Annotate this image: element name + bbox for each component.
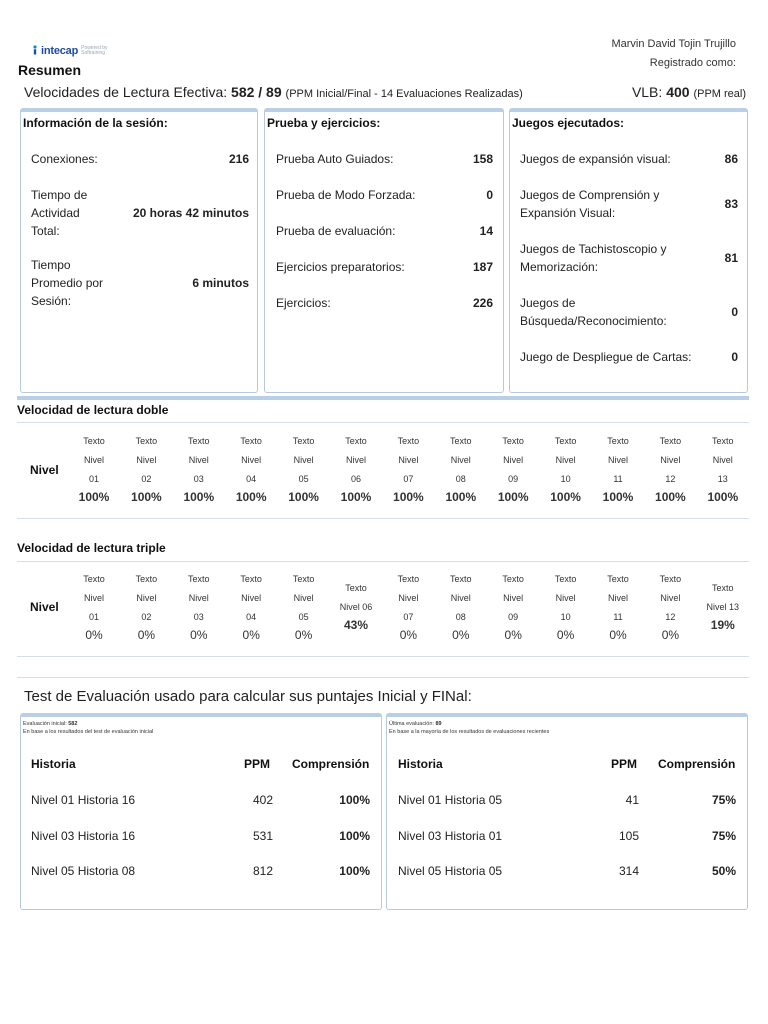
level-nivel-word: Nivel — [293, 455, 314, 465]
level-text-word: Texto — [240, 574, 262, 584]
games-row: Juegos de Tachistoscopio y Memorización: 81 — [520, 242, 738, 274]
tests-row: Prueba Auto Guiados: 158 — [276, 152, 493, 166]
level-text-word: Texto — [607, 436, 629, 446]
vlb-value: 400 — [666, 84, 690, 100]
level-text-word: Texto — [188, 436, 210, 446]
level-column — [72, 570, 116, 643]
initial-evaluation-card — [20, 713, 382, 910]
level-text-word: Texto — [397, 574, 420, 584]
level-number: 01 — [88, 474, 99, 484]
initial-comp-1: 100% — [339, 793, 370, 807]
games-title: Juegos ejecutados: — [512, 116, 625, 130]
level-nivel-word: Nivel — [136, 455, 157, 465]
double-speed-row-label: Nivel — [30, 463, 59, 477]
level-number: 04 — [246, 474, 257, 484]
level-text-word: Texto — [292, 436, 315, 446]
level-percent: 100% — [602, 490, 634, 504]
final-comp-3: 50% — [711, 864, 736, 878]
level-nivel-word: Nivel — [188, 455, 209, 465]
initial-ppm-3: 812 — [252, 864, 273, 878]
initial-ppm-2: 531 — [252, 829, 273, 843]
level-number: 10 — [560, 474, 571, 484]
final-evaluation-note: Última evaluación: 89 En base a la mayoría de los resultados de evaluaciones recientes — [389, 721, 550, 735]
level-percent: 100% — [655, 490, 686, 504]
level-text-word: Texto — [345, 583, 367, 593]
level-column — [177, 570, 221, 643]
level-column — [439, 570, 483, 643]
level-nivel-word: Nivel — [450, 593, 471, 603]
level-column — [386, 570, 430, 643]
level-percent: 0% — [242, 628, 260, 642]
double-speed-bottom-rule — [17, 518, 749, 519]
level-number: 06 — [350, 474, 361, 484]
level-number: 04 — [246, 612, 257, 622]
level-text-word: Texto — [712, 583, 734, 593]
level-nivel-word: Nivel — [241, 455, 262, 465]
tests-exercises-title: Prueba y ejercicios: — [267, 116, 381, 130]
level-percent: 100% — [235, 490, 267, 504]
level-number: Nivel 06 — [339, 602, 373, 612]
level-number: 12 — [665, 612, 676, 622]
tests-row: Ejercicios: 226 — [276, 296, 493, 310]
triple-speed-title: Velocidad de lectura triple — [17, 541, 166, 555]
effective-speeds — [24, 84, 746, 106]
level-nivel-word: Nivel — [188, 593, 209, 603]
level-percent: 0% — [190, 628, 208, 642]
final-story-2: Nivel 03 Historia 01 — [398, 829, 503, 843]
level-column — [334, 579, 378, 633]
level-column — [282, 570, 326, 643]
level-text-word: Texto — [240, 436, 262, 446]
initial-story-3: Nivel 05 Historia 08 — [31, 864, 136, 878]
level-nivel-word: Nivel — [607, 455, 628, 465]
level-column — [386, 432, 430, 505]
level-number: 11 — [613, 474, 623, 484]
level-nivel-word: Nivel — [83, 593, 104, 603]
section-divider — [17, 396, 749, 400]
level-column — [177, 432, 221, 505]
level-column — [701, 432, 745, 505]
level-number: 07 — [403, 474, 414, 484]
column-header-ppm: PPM — [611, 757, 638, 771]
level-percent: 100% — [707, 490, 739, 504]
level-percent: 100% — [550, 490, 581, 504]
level-number: 01 — [88, 612, 99, 622]
level-percent: 0% — [294, 628, 313, 642]
level-column — [544, 432, 588, 505]
level-percent: 100% — [288, 490, 319, 504]
level-percent: 0% — [661, 628, 680, 642]
level-number: 09 — [508, 474, 519, 484]
games-row: Juego de Despliegue de Cartas: 0 — [520, 350, 738, 364]
level-number: Nivel 13 — [706, 602, 740, 612]
evaluation-heading: Test de Evaluación usado para calcular sus puntajes Inicial y FINal: — [24, 688, 472, 705]
level-text-word: Texto — [345, 436, 367, 446]
level-percent: 0% — [609, 628, 627, 642]
final-comp-1: 75% — [711, 793, 736, 807]
level-nivel-word: Nivel — [293, 593, 314, 603]
level-nivel-word: Nivel — [241, 593, 262, 603]
level-nivel-word: Nivel — [660, 593, 681, 603]
level-number: 08 — [455, 474, 466, 484]
triple-speed-row-label: Nivel — [30, 600, 59, 614]
final-story-1: Nivel 01 Historia 05 — [398, 793, 503, 807]
level-number: 02 — [141, 474, 152, 484]
level-nivel-word: Nivel — [607, 593, 628, 603]
effective-speed-note: (PPM Inicial/Final - 14 Evaluaciones Realizadas) — [285, 88, 523, 100]
triple-speed-bottom-rule — [17, 656, 749, 657]
level-text-word: Texto — [712, 436, 734, 446]
session-info-title: Información de la sesión: — [23, 116, 168, 130]
level-text-word: Texto — [659, 436, 682, 446]
column-header-story: Historia — [31, 757, 76, 771]
level-percent: 0% — [504, 628, 522, 642]
level-percent: 0% — [452, 628, 470, 642]
level-column — [701, 579, 745, 633]
level-text-word: Texto — [292, 574, 315, 584]
vlb-note: (PPM real) — [693, 88, 746, 100]
level-text-word: Texto — [554, 436, 577, 446]
level-column — [596, 432, 640, 505]
page-title: Resumen — [18, 62, 82, 78]
user-name: Marvin David Tojin Trujillo — [611, 38, 736, 50]
games-row: Juegos de Comprensión y Expansión Visual: 83 — [520, 188, 738, 220]
level-text-word: Texto — [188, 574, 210, 584]
level-number: 12 — [665, 474, 676, 484]
games-row: Juegos de expansión visual: 86 — [520, 152, 738, 166]
level-percent: 100% — [183, 490, 215, 504]
level-percent: 100% — [445, 490, 477, 504]
level-percent: 100% — [78, 490, 110, 504]
vlb-label: VLB: — [631, 84, 663, 100]
level-column — [544, 570, 588, 643]
level-percent: 100% — [393, 490, 424, 504]
level-nivel-word: Nivel — [398, 593, 419, 603]
level-nivel-word: Nivel — [398, 455, 419, 465]
vlb-summary — [632, 84, 746, 100]
initial-evaluation-note: Evaluación inicial: 582 En base a los resultados del test de evaluación inicial — [23, 721, 154, 735]
level-nivel-word: Nivel — [83, 455, 104, 465]
level-column — [596, 570, 640, 643]
level-column — [491, 432, 535, 505]
level-column — [229, 432, 273, 505]
level-number: 08 — [455, 612, 466, 622]
level-column — [282, 432, 326, 505]
level-column — [124, 570, 168, 643]
level-column — [124, 432, 168, 505]
intecap-logo — [32, 40, 121, 62]
logo-tagline: Powered by Softraining — [81, 45, 108, 56]
logo-wordmark — [32, 45, 78, 57]
level-nivel-word: Nivel — [136, 593, 157, 603]
triple-speed-top-rule — [17, 561, 749, 562]
level-percent: 0% — [137, 628, 156, 642]
double-speed-title: Velocidad de lectura doble — [17, 403, 169, 417]
level-percent: 43% — [343, 618, 369, 632]
level-text-word: Texto — [450, 574, 472, 584]
level-text-word: Texto — [135, 574, 158, 584]
level-text-word: Texto — [659, 574, 682, 584]
column-header-story: Historia — [398, 757, 443, 771]
double-speed-top-rule — [17, 422, 749, 423]
session-total-time: Tiempo de Actividad Total: 20 horas 42 minutos — [31, 188, 249, 238]
initial-story-2: Nivel 03 Historia 16 — [31, 829, 136, 843]
initial-comp-2: 100% — [339, 829, 370, 843]
level-column — [439, 432, 483, 505]
level-nivel-word: Nivel — [503, 455, 524, 465]
column-header-comprehension: Comprensión — [292, 757, 370, 771]
final-comp-2: 75% — [711, 829, 736, 843]
games-card — [509, 108, 748, 393]
final-ppm-2: 105 — [618, 829, 639, 843]
level-text-word: Texto — [450, 436, 472, 446]
session-average-time: Tiempo Promedio por Sesión: 6 minutos — [31, 258, 249, 308]
level-column — [334, 432, 378, 505]
level-column — [648, 432, 692, 505]
level-number: 03 — [193, 612, 204, 622]
tests-exercises-card — [264, 108, 504, 393]
final-evaluation-card — [386, 713, 748, 910]
level-nivel-word: Nivel — [503, 593, 524, 603]
level-nivel-word: Nivel — [712, 455, 733, 465]
level-text-word: Texto — [554, 574, 577, 584]
level-column — [229, 570, 273, 643]
level-number: 07 — [403, 612, 414, 622]
level-text-word: Texto — [83, 574, 105, 584]
level-nivel-word: Nivel — [555, 455, 576, 465]
column-header-ppm: PPM — [244, 757, 271, 771]
level-number: 13 — [717, 474, 728, 484]
level-percent: 100% — [131, 490, 162, 504]
final-ppm-3: 314 — [618, 864, 639, 878]
level-text-word: Texto — [83, 436, 105, 446]
tests-row: Prueba de Modo Forzada: 0 — [276, 188, 493, 202]
initial-comp-3: 100% — [339, 864, 370, 878]
evaluation-divider — [17, 677, 749, 678]
initial-story-1: Nivel 01 Historia 16 — [31, 793, 136, 807]
effective-speed-label: Velocidades de Lectura Efectiva: — [24, 84, 228, 100]
level-column — [491, 570, 535, 643]
effective-speed-summary — [24, 84, 523, 100]
final-ppm-1: 41 — [625, 793, 639, 807]
level-text-word: Texto — [397, 436, 420, 446]
games-row: Juegos de Búsqueda/Reconocimiento: 0 — [520, 296, 738, 328]
level-percent: 0% — [399, 628, 418, 642]
level-percent: 100% — [497, 490, 529, 504]
session-connections: Conexiones: 216 — [31, 152, 249, 166]
level-number: 11 — [613, 612, 623, 622]
session-info-card — [20, 108, 258, 393]
tests-row: Prueba de evaluación: 14 — [276, 224, 493, 238]
level-percent: 0% — [556, 628, 575, 642]
level-nivel-word: Nivel — [660, 455, 681, 465]
level-nivel-word: Nivel — [345, 455, 366, 465]
logo-icon — [32, 45, 41, 55]
level-text-word: Texto — [502, 574, 524, 584]
level-text-word: Texto — [607, 574, 629, 584]
tests-row: Ejercicios preparatorios: 187 — [276, 260, 493, 274]
initial-ppm-1: 402 — [252, 793, 273, 807]
logo-name: intecap — [41, 45, 79, 57]
level-number: 09 — [508, 612, 519, 622]
level-nivel-word: Nivel — [555, 593, 576, 603]
level-percent: 19% — [710, 618, 735, 632]
level-number: 05 — [298, 612, 309, 622]
level-column — [72, 432, 116, 505]
registered-as-label: Registrado como: — [649, 57, 736, 69]
level-number: 03 — [193, 474, 204, 484]
level-percent: 0% — [85, 628, 103, 642]
column-header-comprehension: Comprensión — [658, 757, 736, 771]
level-percent: 100% — [340, 490, 372, 504]
level-number: 02 — [141, 612, 152, 622]
effective-speed-value: 582 / 89 — [231, 84, 282, 100]
level-nivel-word: Nivel — [450, 455, 471, 465]
level-text-word: Texto — [502, 436, 524, 446]
level-number: 05 — [298, 474, 309, 484]
final-story-3: Nivel 05 Historia 05 — [398, 864, 503, 878]
level-number: 10 — [560, 612, 571, 622]
level-text-word: Texto — [135, 436, 158, 446]
level-column — [648, 570, 692, 643]
